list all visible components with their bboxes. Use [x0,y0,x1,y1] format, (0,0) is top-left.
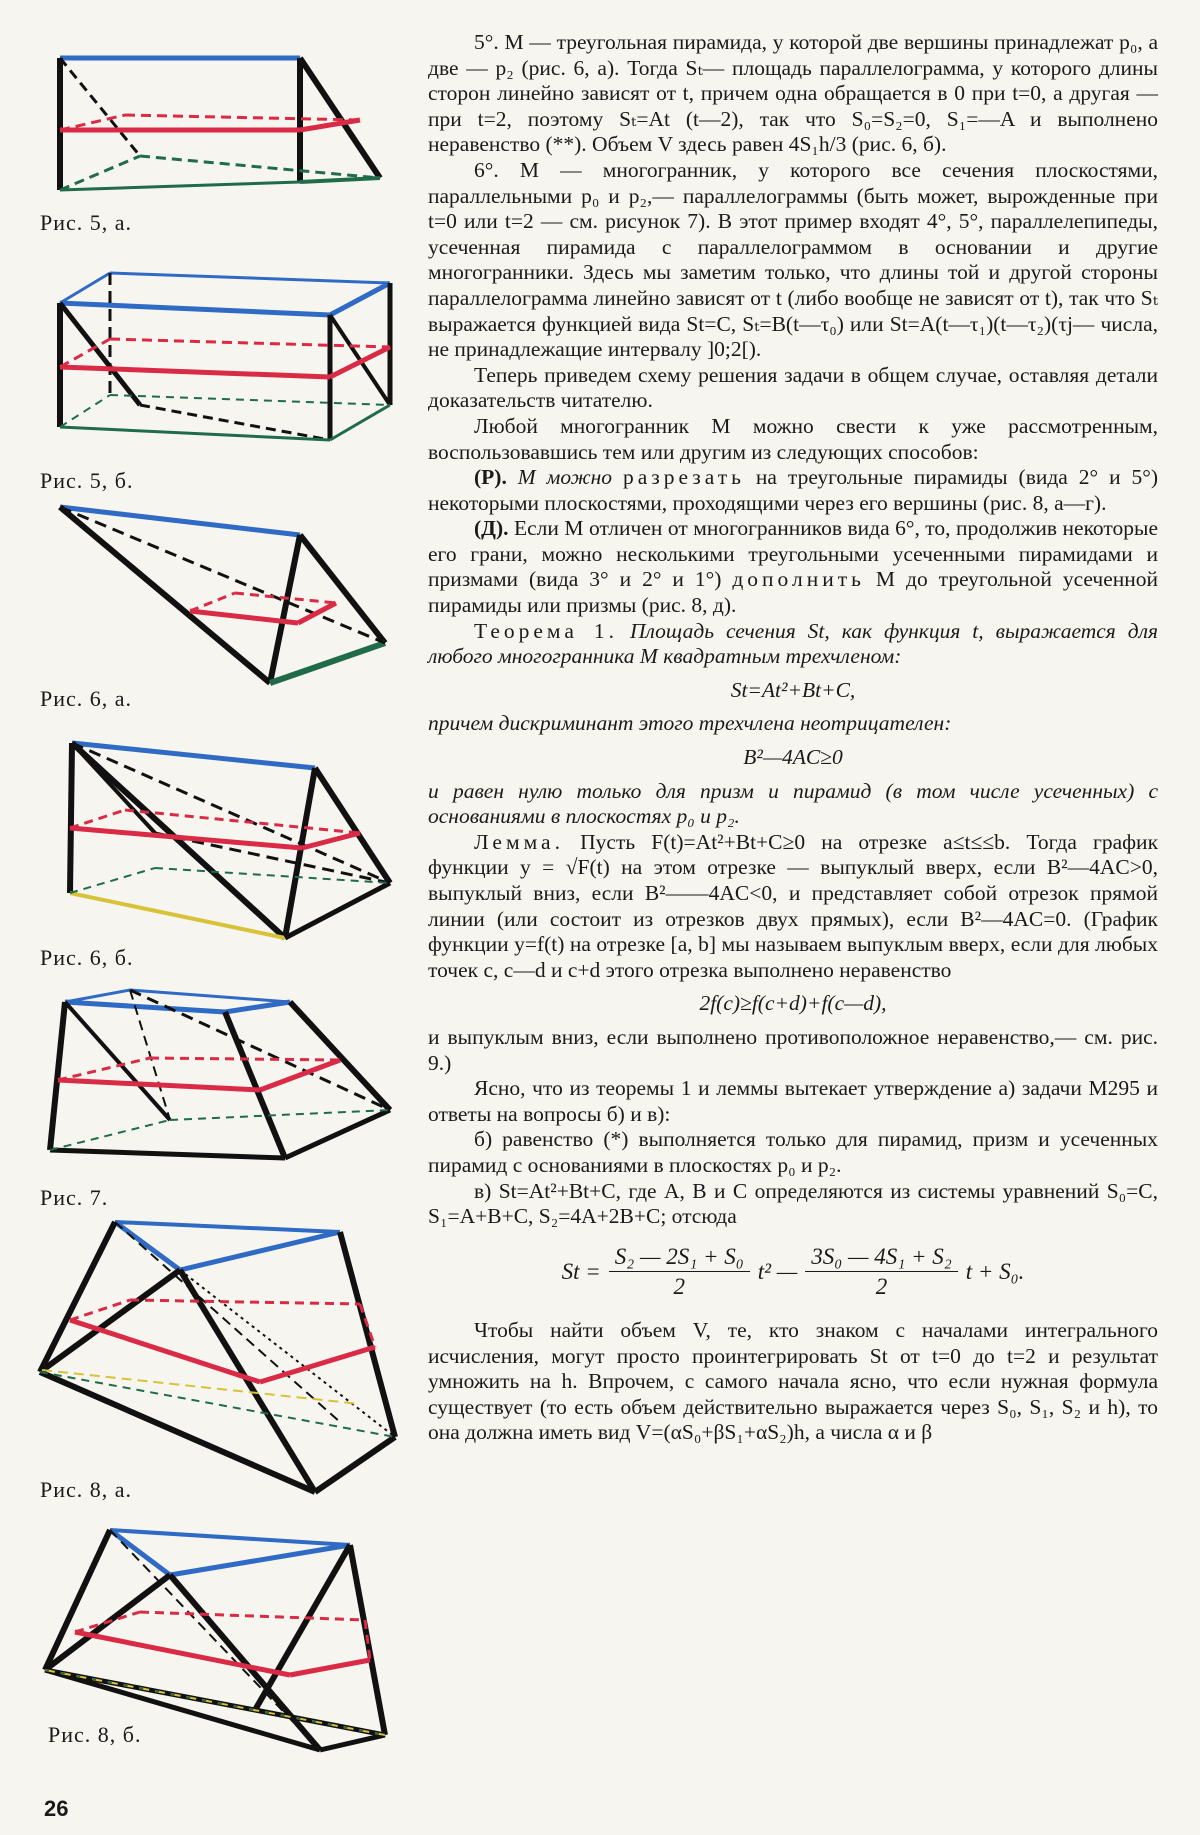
formula-discriminant: B²—4AC≥0 [743,745,843,770]
frustum-diagram-7 [30,980,410,1170]
formula-st-end: t + S₀. [965,1259,1025,1285]
fraction-1-numerator: S₂ — 2S₁ + S₀ [609,1244,750,1273]
text-column [428,30,1158,1446]
figure-5a [30,40,410,210]
formula-convexity: 2f(c)≥f(c+d)+f(c—d), [699,991,887,1016]
answer-v: в) St=At²+Bt+C, где A, B и C определяются из системы уравнений S₀=C, S₁=A+B+C, S₂=4A+2B+C; отсюда [428,1178,1158,1229]
method-d-label: (Д). [474,516,509,541]
fraction-1 [609,1244,750,1300]
caption-fig8a: Рис. 8, а. [40,1477,133,1502]
page-number: 26 [44,1796,69,1821]
figure-6b [30,728,410,948]
lemma [428,830,1158,984]
theorem-label: Теорема 1. [474,618,618,643]
method-r-label: (Р). [474,465,507,490]
figure-6a [30,495,410,695]
cut-diagram-8a [30,1212,410,1502]
figure-8a [30,1212,410,1502]
theorem-1 [428,619,1158,670]
lemma-text: Пусть F(t)=At²+Bt+C≥0 на отрезке a≤t≤≤b. Тогда график функции y = √F(t) на этом отрезке — выпуклый вверх, если B²—4AC>0, выпуклый вниз, если B²——4AC<0, и представляет собой отрезок прямой линии (или состоит из отрезков двух прямых), если B²—4AC=0. (График функции y=f(t) на отрезке [a, b] мы называем выпуклым вверх, если для любых точек c, c—d и c+d этого отрезка выполнено неравенство [428,829,1159,982]
caption-fig7: Рис. 7. [40,1185,109,1210]
lemma-label: Лемма. [474,829,564,854]
paragraph-method-r [428,465,1158,516]
pyramid-diagram-6a [30,495,410,695]
formula-st-lhs: St = [561,1259,601,1285]
answer-b: б) равенство (*) выполняется только для пирамид, призм и усеченных пирамид с основаниями в плоскостях p₀ и p₂. [428,1127,1158,1177]
formula-st [428,1244,1158,1300]
figure-5b [30,255,410,455]
caption-fig8b: Рис. 8, б. [48,1722,142,1747]
paragraph-case-6: 6°. M — многогранник, у которого все сечения плоскостями, параллельными p₀ и p₂,— параллелограммы (быть может, вырожденные при t=0 или t=2 — см. рисунок 7). В этот пример входят 4°, 5°, параллелепипеды, усеченная пирамида с параллелограммом в основании и другие многогранники. Здесь мы заметим только, что длины той и другой стороны параллелограмма линейно зависят от t (либо вообще не зависят от t), так что Sₜ выражается функцией вида St=C, Sₜ=B(t—τ₀) или St=A(t—τ₁)(t—τ₂)(τj— числа, не принадлежащие интервалу ]0;2[). [428,157,1158,362]
prism-diagram-5a [30,40,410,210]
paragraph-conclusion: Ясно, что из теоремы 1 и леммы вытекает утверждение а) задачи M295 и ответы на вопросы б) и в): [428,1076,1158,1126]
caption-fig5a: Рис. 5, а. [40,210,133,235]
fraction-2 [805,1244,957,1300]
fraction-2-denominator: 2 [875,1274,888,1300]
theorem-statement: Площадь сечения St, как функция t, выражается для любого многогранника M квадратным трехчленом: [428,618,1158,669]
prism-diagram-6b [30,728,410,948]
lemma-end: и выпуклым вниз, если выполнено противоположное неравенство,— см. рис. 9.) [428,1024,1158,1075]
method-d-pre: Если M отличен от многогранников вида 6°, то, продолжив некоторые его грани, можно несколькими треугольными усеченными пирамидами и призмами (вида 3° и 2° и 1°) [428,516,1158,592]
fraction-2-numerator: 3S₀ — 4S₁ + S₂ [805,1244,957,1273]
paragraph-reduce: Любой многогранник M можно свести к уже рассмотренным, воспользовавшись тем или другим из следующих способов: [428,413,1158,464]
formula-st-middle: t² — [757,1259,798,1285]
formula-quadratic: St=At²+Bt+C, [730,677,856,702]
theorem-continuation: причем дискриминант этого трехчлена неотрицателен: [428,711,952,736]
caption-fig6b: Рис. 6, б. [40,945,134,970]
theorem-end: и равен нулю только для призм и пирамид (в том числе усеченных) с основаниями в плоскостях p₀ и p₂. [428,778,1158,829]
paragraph-method-d [428,516,1158,618]
method-d-text: M до треугольной усеченной пирамиды или призмы (рис. 8, д). [428,567,1159,618]
paragraph-scheme: Теперь приведем схему решения задачи в общем случае, оставляя детали доказательств читателю. [428,362,1158,413]
prism-diagram-5b [30,255,410,455]
figure-7 [30,980,410,1170]
caption-fig5b: Рис. 5, б. [40,468,134,493]
paragraph-case-5: 5°. M — треугольная пирамида, у которой две вершины принадлежат p₀, а две — p₂ (рис. 6, а). Тогда Sₜ— площадь параллелограмма, у которого длины сторон линейно зависят от t, причем одна обращается в 0 при t=0, а другая — при t=2, поэтому Sₜ=At (t—2), так что S₀=S₂=0, S₁=—A и выполнено неравенство (**). Объем V здесь равен 4S₁h/3 (рис. 6, б). [428,30,1158,157]
method-r-keyword: разрезать [622,465,745,490]
caption-fig6a: Рис. 6, а. [40,686,133,711]
method-r-pre: M можно [517,465,612,490]
method-d-keyword: дополнить [732,567,865,592]
fraction-1-denominator: 2 [673,1274,686,1300]
paragraph-volume: Чтобы найти объем V, те, кто знаком с началами интегрального исчисления, могут просто проинтегрировать St от t=0 до t=2 и результат умножить на h. Впрочем, с самого начала ясно, что если нужная формула существует (то есть объем действительно выражается через S₀, S₁, S₂ и h), то она должна иметь вид V=(αS₀+βS₁+αS₂)h, а числа α и β [428,1317,1158,1445]
method-r-text: на треугольные пирамиды (вида 2° и 5°) некоторыми плоскостями, проходящими через его вершины (рис. 8, а—г). [428,465,1159,515]
